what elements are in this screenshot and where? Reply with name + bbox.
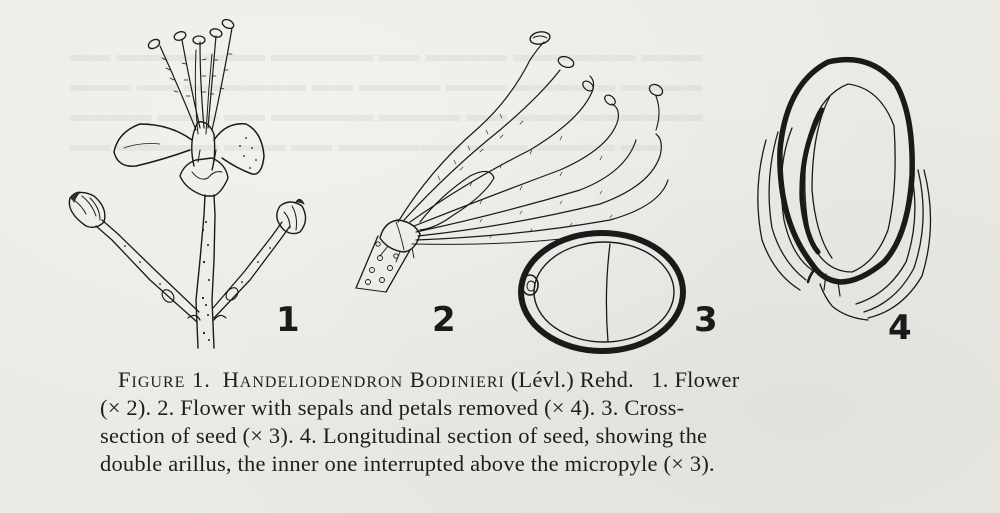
figure-caption bbox=[100, 366, 920, 478]
drawing-4-seed-longitudinal-section bbox=[758, 60, 931, 320]
caption-line-4: double arillus, the inner one interrupted above the micropyle (× 3). bbox=[100, 451, 715, 476]
figure-number-4: 4 bbox=[888, 308, 912, 348]
figure-number-3: 3 bbox=[694, 300, 718, 340]
figure-number-2: 2 bbox=[432, 300, 456, 340]
caption-line-1-rest: 1. Flower bbox=[651, 367, 740, 392]
caption-line-1 bbox=[100, 366, 920, 394]
figure-number-1: 1 bbox=[276, 300, 300, 340]
drawing-1-flower-twig bbox=[69, 18, 305, 348]
caption-line-2: (× 2). 2. Flower with sepals and petals removed (× 4). 3. Cross- bbox=[100, 395, 685, 420]
caption-authority: (Lévl.) Rehd. bbox=[510, 367, 634, 392]
drawing-2-stamens bbox=[356, 30, 668, 292]
drawing-3-seed-cross-section bbox=[521, 233, 683, 351]
caption-line-3: section of seed (× 3). 4. Longitudinal section of seed, showing the bbox=[100, 423, 708, 448]
bleed-through-texture: ▬▬ ▬▬▬▬ ▬▬▬ ▬▬▬▬▬ ▬▬ ▬▬▬▬ ▬▬▬▬▬▬ ▬▬▬ ▬▬▬ ▬▬ ▬▬▬▬▬▬ ▬▬ ▬▬▬▬ ▬▬▬ ▬▬▬▬▬ ▬▬▬▬ ▬▬▬▬ ▬▬▬ ▬▬ ▬▬▬▬▬ ▬▬▬▬ ▬▬ ▬▬▬ ▬▬▬▬▬▬ ▬▬ ▬▬▬▬▬ ▬▬▬ ▬▬ ▬▬▬▬▬▬ ▬▬▬ ▬▬▬▬ ▬▬ bbox=[70, 44, 703, 156]
caption-label: Figure 1. bbox=[118, 367, 211, 392]
caption-species-name: Handeliodendron Bodinieri bbox=[222, 367, 505, 392]
